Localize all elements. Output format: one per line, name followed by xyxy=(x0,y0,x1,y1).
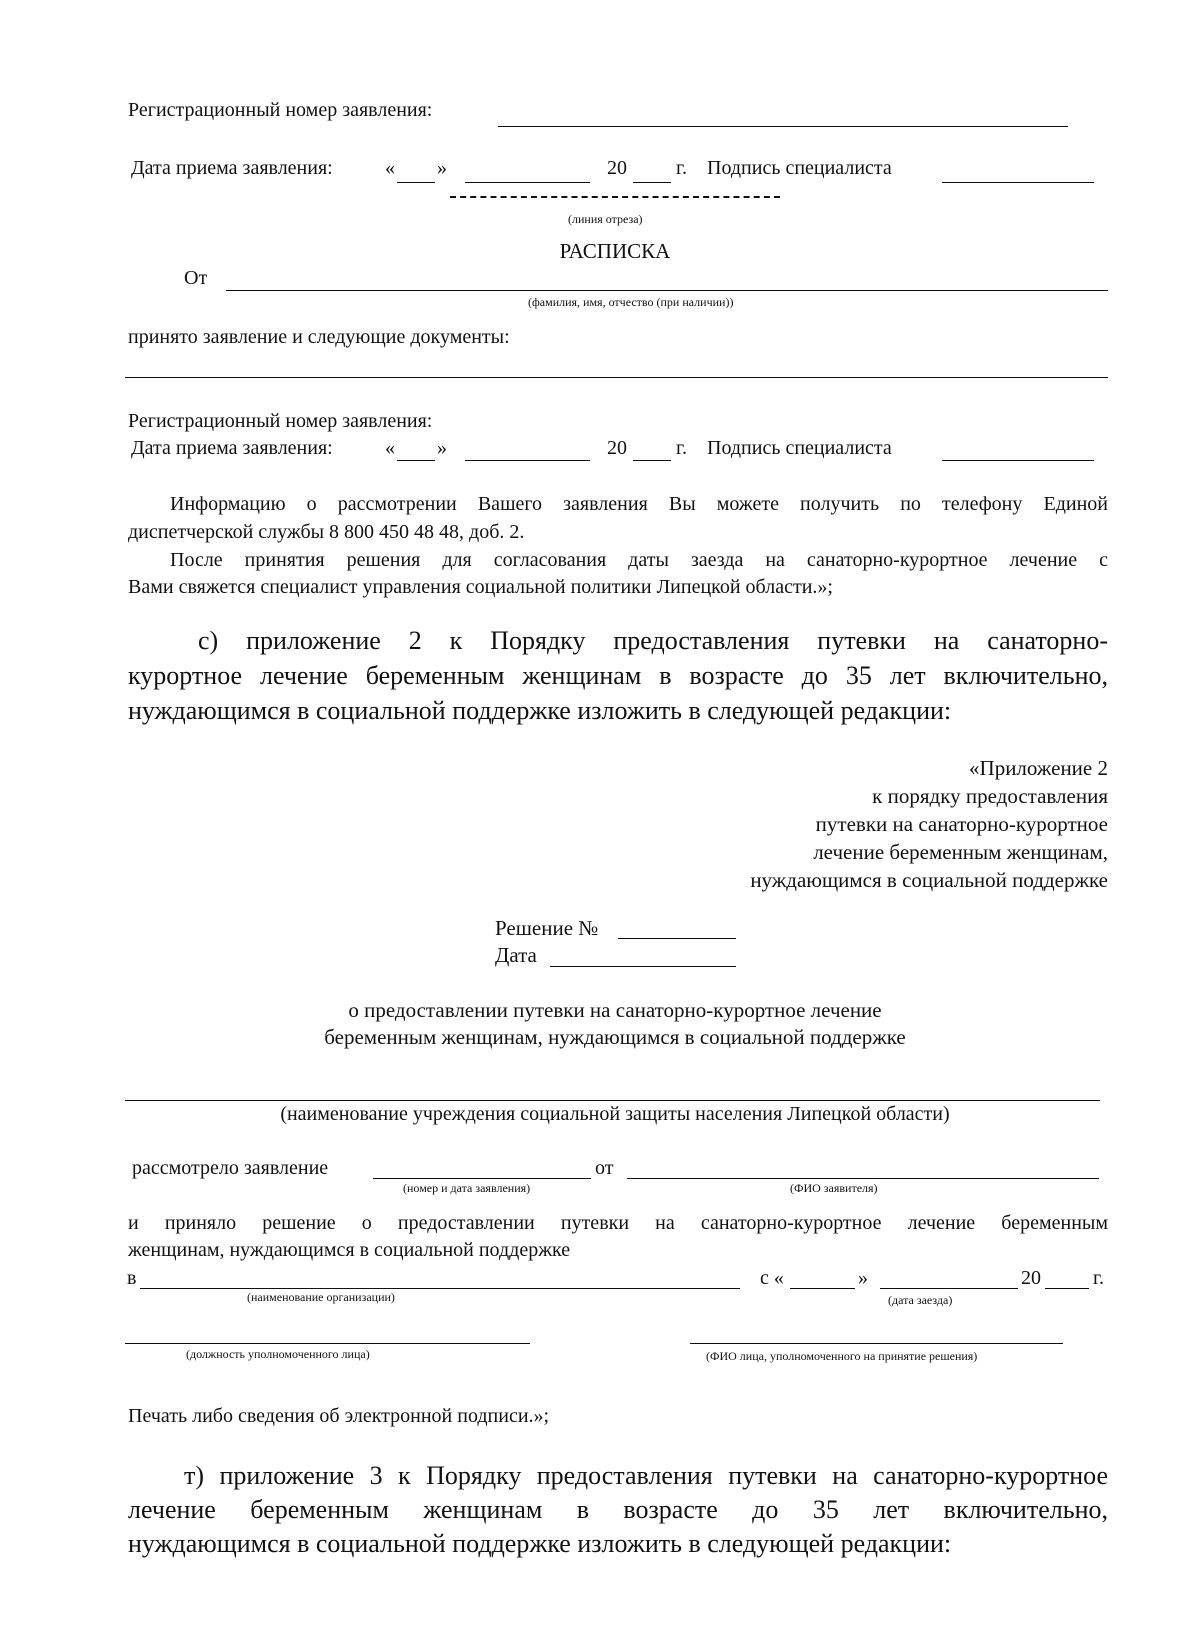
official-hint: (ФИО лица, уполномоченного на принятие решения) xyxy=(706,1349,978,1363)
since-label: с « xyxy=(760,1267,784,1289)
info-line-3: После принятия решения для согласования даты заезда на санаторно-курортное лечение с xyxy=(170,549,1108,571)
receipt-signature-line xyxy=(942,460,1094,461)
receipt-quote-open: « xyxy=(385,437,395,459)
decision-subject-line-2: беременным женщинам, нуждающимся в социальной поддержке xyxy=(324,1025,906,1049)
decision-subject-line-1: о предоставлении путевки на санаторно-курортное лечение xyxy=(348,998,882,1022)
amendment-s-line-2: курортное лечение беременным женщинам в возрасте до 35 лет включительно, xyxy=(128,661,1108,690)
in-label: в xyxy=(127,1267,137,1289)
application-number-line xyxy=(373,1178,591,1179)
appendix-line-1: «Приложение 2 xyxy=(969,756,1108,780)
fio-hint: (фамилия, имя, отчество (при наличии)) xyxy=(528,295,734,309)
applicant-line xyxy=(627,1178,1099,1179)
receipt-date-label: Дата приема заявления: xyxy=(131,437,333,459)
appendix-line-5: нуждающимся в социальной поддержке xyxy=(750,868,1108,892)
arrival-quote-close: » xyxy=(858,1267,868,1289)
reg-number-label: Регистрационный номер заявления: xyxy=(128,99,433,121)
year-line xyxy=(633,182,671,183)
info-line-1: Информацию о рассмотрении Вашего заявления Вы можете получить по телефону Единой xyxy=(170,493,1108,515)
appendix-line-2: к порядку предоставления xyxy=(872,784,1108,808)
arrival-month-line xyxy=(880,1288,1018,1289)
position-line xyxy=(125,1343,530,1344)
number-date-hint: (номер и дата заявления) xyxy=(403,1181,531,1195)
receipt-year-suffix: г. xyxy=(676,437,687,459)
from-label: От xyxy=(184,267,208,289)
year-suffix: г. xyxy=(676,157,687,179)
receipt-day-line xyxy=(397,460,435,461)
cut-line xyxy=(450,196,780,198)
from-line xyxy=(226,290,1108,291)
decision-line-1: и приняло решение о предоставлении путевки на санаторно-курортное лечение беременным xyxy=(128,1212,1108,1234)
decision-line-2: женщинам, нуждающимся в социальной поддержке xyxy=(128,1239,571,1261)
institution-line xyxy=(125,1100,1100,1101)
position-hint: (должность уполномоченного лица) xyxy=(186,1347,370,1361)
arrival-year-prefix: 20 xyxy=(1021,1267,1041,1289)
signature-line xyxy=(942,182,1094,183)
arrival-year-line xyxy=(1045,1288,1089,1289)
organization-hint: (наименование организации) xyxy=(247,1290,395,1304)
quote-open: « xyxy=(385,157,395,179)
arrival-day-line xyxy=(790,1288,855,1289)
arrival-year-suffix: г. xyxy=(1093,1267,1104,1289)
appendix-line-4: лечение беременным женщинам, xyxy=(813,840,1108,864)
day-line xyxy=(397,182,435,183)
year-prefix: 20 xyxy=(607,157,627,179)
receipt-year-prefix: 20 xyxy=(607,437,627,459)
info-line-4: Вами свяжется специалист управления социальной политики Липецкой области.»; xyxy=(128,576,833,598)
applicant-hint: (ФИО заявителя) xyxy=(790,1181,878,1195)
decision-date-label: Дата xyxy=(495,943,537,967)
amendment-s-line-1: с) приложение 2 к Порядку предоставления путевки на санаторно- xyxy=(198,626,1108,655)
signature-label: Подпись специалиста xyxy=(707,157,892,179)
amendment-t-line-3: нуждающимся в социальной поддержке изложить в следующей редакции: xyxy=(128,1529,952,1558)
date-label: Дата приема заявления: xyxy=(131,157,333,179)
info-line-2: диспетчерской службы 8 800 450 48 48, доб. 2. xyxy=(128,521,525,543)
arrival-date-hint: (дата заезда) xyxy=(888,1293,953,1307)
cut-line-label: (линия отреза) xyxy=(568,212,643,226)
receipt-signature-label: Подпись специалиста xyxy=(707,437,892,459)
amendment-t-line-1: т) приложение 3 к Порядку предоставления путевки на санаторно-курортное xyxy=(184,1461,1108,1490)
organization-line xyxy=(140,1288,740,1289)
quote-close: » xyxy=(437,157,447,179)
receipt-quote-close: » xyxy=(437,437,447,459)
receipt-reg-number-label: Регистрационный номер заявления: xyxy=(128,410,433,432)
official-line xyxy=(690,1343,1063,1344)
accepted-text: принято заявление и следующие документы: xyxy=(128,326,510,348)
decision-number-label: Решение № xyxy=(495,916,599,940)
documents-line xyxy=(125,377,1108,378)
amendment-s-line-3: нуждающимся в социальной поддержке изложить в следующей редакции: xyxy=(128,696,952,725)
seal-text: Печать либо сведения об электронной подписи.»; xyxy=(128,1405,550,1427)
month-line xyxy=(465,182,590,183)
reg-number-line xyxy=(498,126,1068,127)
reviewed-label: рассмотрело заявление xyxy=(132,1157,329,1179)
appendix-line-3: путевки на санаторно-курортное xyxy=(815,812,1108,836)
decision-number-line xyxy=(618,938,736,939)
receipt-month-line xyxy=(465,460,590,461)
applicant-from-label: от xyxy=(595,1157,614,1179)
receipt-year-line xyxy=(633,460,671,461)
receipt-title: РАСПИСКА xyxy=(559,239,671,263)
amendment-t-line-2: лечение беременным женщинам в возрасте до 35 лет включительно, xyxy=(128,1495,1108,1524)
decision-date-line xyxy=(550,966,736,967)
institution-hint: (наименование учреждения социальной защиты населения Липецкой области) xyxy=(280,1103,950,1125)
